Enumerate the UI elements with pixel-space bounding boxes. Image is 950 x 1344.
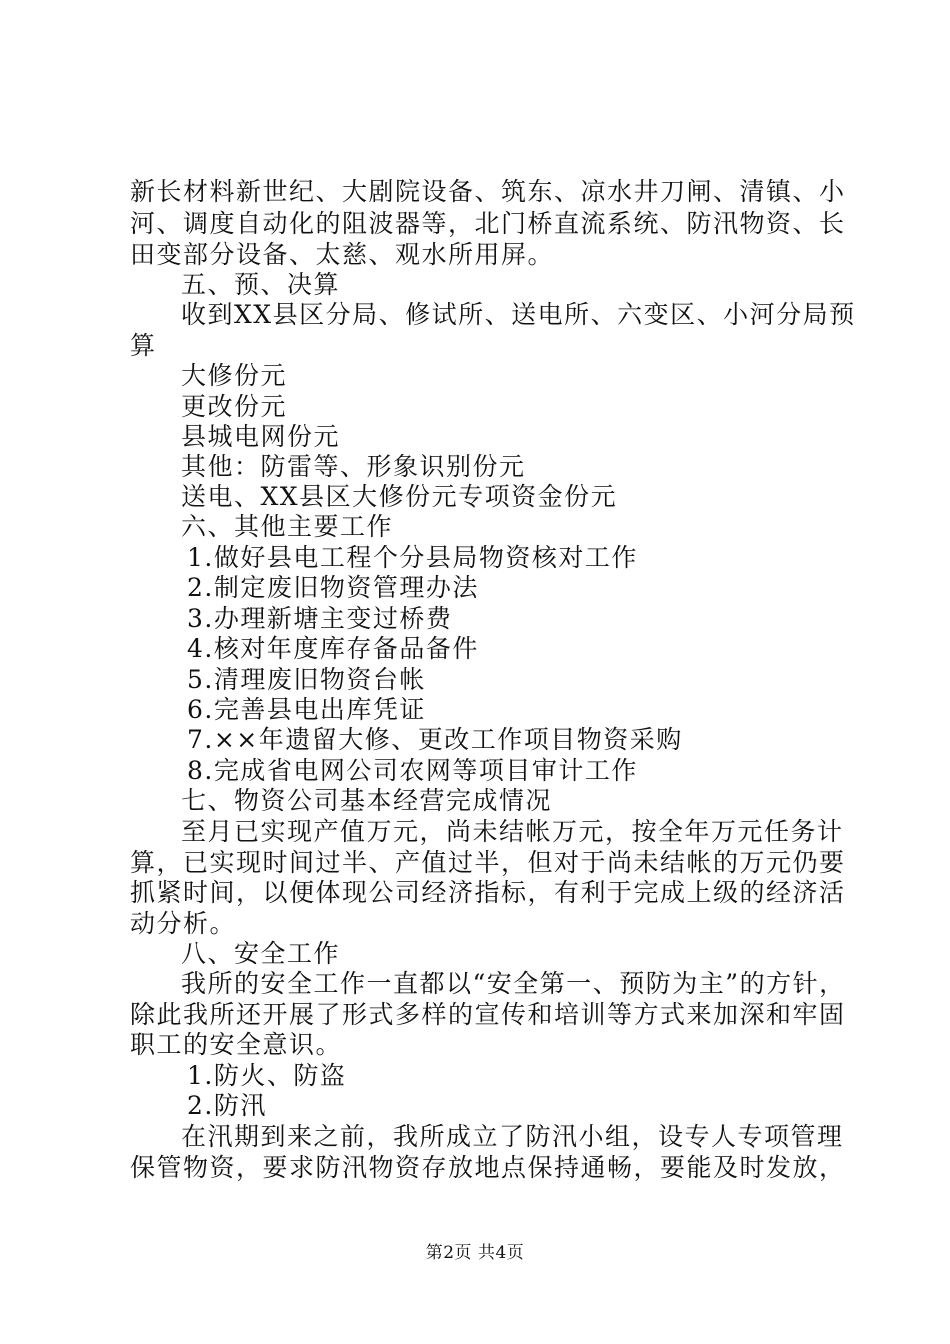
body-text-line: 职工的安全意识。 bbox=[130, 1030, 343, 1059]
list-item: 5.清理废旧物资台帐 bbox=[187, 665, 426, 694]
page-footer: 第2页 共4页 bbox=[425, 1243, 525, 1263]
body-text-line: 田变部分设备、太慈、观水所用屏。 bbox=[130, 240, 555, 269]
body-text-line: 新长材料新世纪、大剧院设备、筑东、凉水井刀闸、清镇、小 bbox=[130, 177, 846, 206]
budget-item: 其他：防雷等、形象识别份元 bbox=[181, 452, 526, 481]
body-text-line: 收到XX县区分局、修试所、送电所、六变区、小河分局预 bbox=[181, 300, 856, 329]
section-heading: 八、安全工作 bbox=[181, 939, 341, 968]
list-item: 7.××年遗留大修、更改工作项目物资采购 bbox=[187, 725, 683, 754]
body-text-line: 算 bbox=[130, 331, 157, 360]
section-heading: 七、物资公司基本经营完成情况 bbox=[181, 786, 553, 815]
body-text-line: 至月已实现产值万元，尚未结帐万元，按全年万元任务计 bbox=[181, 817, 844, 846]
section-heading: 六、其他主要工作 bbox=[181, 512, 394, 541]
body-text-line: 动分析。 bbox=[130, 909, 237, 938]
list-item: 4.核对年度库存备品备件 bbox=[187, 634, 479, 663]
list-item: 1.防火、防盗 bbox=[187, 1061, 347, 1090]
budget-item: 县城电网份元 bbox=[181, 422, 341, 451]
list-item: 2.制定废旧物资管理办法 bbox=[187, 573, 479, 602]
list-item: 3.办理新塘主变过桥费 bbox=[187, 604, 453, 633]
body-text-line: 抓紧时间，以便体现公司经济指标，有利于完成上级的经济活 bbox=[130, 878, 846, 907]
budget-item: 送电、XX县区大修份元专项资金份元 bbox=[181, 482, 618, 511]
budget-item: 大修份元 bbox=[181, 361, 288, 390]
list-item: 2.防汛 bbox=[187, 1091, 267, 1120]
body-text-line: 河、调度自动化的阻波器等，北门桥直流系统、防汛物资、长 bbox=[130, 209, 846, 238]
body-text-line: 算，已实现时间过半、产值过半，但对于尚未结帐的万元仍要 bbox=[130, 848, 846, 877]
budget-item: 更改份元 bbox=[181, 392, 288, 421]
body-text-line: 在汛期到来之前，我所成立了防汛小组，设专人专项管理 bbox=[181, 1122, 844, 1151]
list-item: 8.完成省电网公司农网等项目审计工作 bbox=[187, 756, 638, 785]
list-item: 6.完善县电出库凭证 bbox=[187, 695, 426, 724]
body-text-line: 我所的安全工作一直都以“安全第一、预防为主”的方针， bbox=[181, 969, 846, 998]
body-text-line: 保管物资，要求防汛物资存放地点保持通畅，要能及时发放， bbox=[130, 1153, 846, 1182]
section-heading: 五、预、决算 bbox=[181, 270, 341, 299]
body-text-line: 除此我所还开展了形式多样的宣传和培训等方式来加深和牢固 bbox=[130, 1000, 846, 1029]
list-item: 1.做好县电工程个分县局物资核对工作 bbox=[187, 543, 638, 572]
